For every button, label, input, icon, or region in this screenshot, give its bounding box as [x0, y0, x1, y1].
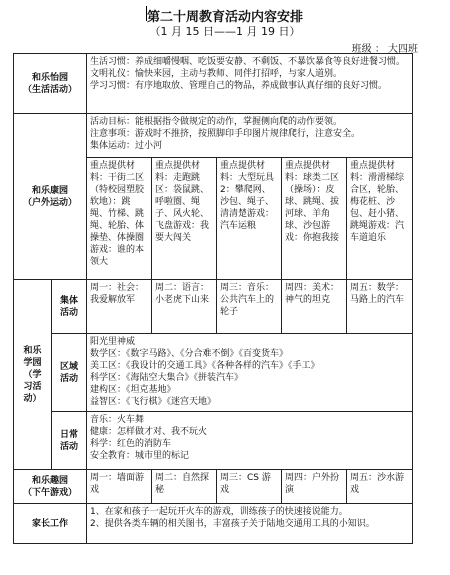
play-day-1: 周一：墙面游戏 [87, 470, 152, 504]
parents-row [14, 504, 413, 544]
sports-sublabel: （户外运动） [23, 197, 78, 208]
schedule-table [13, 53, 413, 544]
group-label-cell [52, 280, 87, 334]
life-label: 和乐怡园 [32, 72, 69, 83]
parents-label-cell [14, 504, 87, 544]
area-content [87, 334, 413, 412]
life-content [87, 54, 413, 114]
life-line: 生活习惯：养成细嚼慢咽、吃饭要安静、不剩饭、不暴饮暴食等良好进餐习惯。 [90, 57, 406, 67]
study-label: 习活 [23, 381, 42, 392]
study-label: （学 [23, 369, 42, 380]
life-line: 学习习惯：有序地取放、管理自己的物品，养成做事认真仔细的良好习惯。 [90, 81, 388, 91]
group-day-2: 周二：语言：小老虎下山来 [152, 280, 217, 334]
daily-content [87, 412, 413, 470]
area-line: 数学区：《数字马路》、《分合难不倒》《百变货车》 [90, 349, 289, 359]
study-label-cell [14, 280, 52, 470]
sports-area-3: 重点提供材料：大型玩具 2：攀爬网、沙包、绳子、清清楚游戏：汽车运粮 [217, 158, 282, 280]
play-day-3: 周三：CS 游戏 [217, 470, 282, 504]
area-line: 科学区：《海陆空大集合》《拼装汽车》 [90, 373, 244, 383]
study-group-row [14, 280, 413, 334]
daily-line: 安全教育：城市里的标记 [90, 451, 190, 461]
group-day-5: 周五：数学：马路上的汽车 [347, 280, 413, 334]
play-label-cell [14, 470, 87, 504]
area-line: 美工区：《我设计的交通工具》《各种各样的汽车》《手工》 [90, 361, 320, 371]
play-label: 和乐趣园 [32, 475, 69, 486]
group-day-1: 周一：社会：我爱解放军 [87, 280, 152, 334]
daily-label: 活动 [60, 441, 79, 452]
parents-line: 1、在家和孩子一起玩开火车的游戏，训练孩子的快速接说能力。 [90, 507, 348, 517]
sports-content [87, 114, 413, 158]
daily-label-cell [52, 412, 87, 470]
sports-line: 集体运动：过小河 [90, 141, 163, 151]
play-row [14, 470, 413, 504]
sports-line: 活动目标：能根据指令做规定的动作，掌握侧向爬的动作要领。 [90, 117, 343, 127]
play-day-2: 周二：自然探秘 [152, 470, 217, 504]
daily-label: 日常 [60, 429, 79, 440]
play-day-5: 周五：沙水游戏 [347, 470, 413, 504]
play-day-4: 周四：户外扮演 [282, 470, 347, 504]
parents-line: 2、提供各类车辆的相关图书，丰富孩子关于陆地交通用工具的小知识。 [90, 519, 375, 529]
daily-line: 健康：怎样做才对、我不玩火 [90, 427, 208, 437]
sports-area-1: 重点提供材料：干街二区（特校园塑胶软地）：跳绳、竹梯、跳绳、轮胎、体操垫、体操圈游戏：谁的本领大 [87, 158, 152, 280]
life-sublabel: （生活活动） [23, 84, 78, 95]
sports-line: 注意事项：游戏时不推挤，按照脚印手印图片规律爬行，注意安全。 [90, 129, 361, 139]
group-day-4: 周四：美术：神气的坦克 [282, 280, 347, 334]
study-area-row [14, 334, 413, 412]
sports-area-2: 重点提供材料：走跑跳区：袋鼠跳、呼啦圈、绳子、风火轮、飞盘游戏：我要大闯关 [152, 158, 217, 280]
area-line: 益智区：《飞行棋》《迷宫天地》 [90, 397, 217, 407]
study-label: 动） [23, 393, 42, 404]
daily-line: 科学：红色的消防车 [90, 439, 172, 449]
group-label: 活动 [60, 307, 79, 318]
class-label: 班级 ： 大四班 [351, 44, 418, 55]
date-range: （1 月 15 日——1 月 19 日） [149, 25, 301, 38]
life-line: 文明礼仪：愉快来园，主动与教师、同伴打招呼，与家人道别。 [90, 69, 343, 79]
text-cursor [146, 6, 147, 21]
area-label: 活动 [60, 373, 79, 384]
sports-label: 和乐康园 [32, 185, 69, 196]
life-label-cell [14, 54, 87, 114]
sports-label-cell [14, 114, 87, 280]
area-line: 阳光里神威 [90, 337, 136, 347]
group-label: 集体 [60, 295, 79, 306]
sports-area-4: 重点提供材料：球类二区（操场）：皮球、跳绳、拔河球、羊角球、沙包游戏：你抱我接 [282, 158, 347, 280]
study-label: 和乐 [23, 345, 42, 356]
study-label: 学园 [23, 357, 42, 368]
sports-area-5: 重点提供材料：滑滑梯综合区，轮胎、梅花桩、沙包、赶小猪、跳绳游戏：汽车道追乐 [347, 158, 413, 280]
sports-top-row [14, 114, 413, 158]
area-label: 区域 [60, 361, 79, 372]
area-line: 建构区：《坦克基地》 [90, 385, 176, 395]
play-sublabel: （下午游戏） [23, 487, 78, 498]
page-title: 第二十周教育活动内容安排 [146, 10, 303, 25]
group-day-3: 周三：音乐：公共汽车上的轮子 [217, 280, 282, 334]
life-row [14, 54, 413, 114]
daily-line: 音乐：火车舞 [90, 415, 145, 425]
parents-content [87, 504, 413, 544]
parents-label: 家长工作 [32, 518, 69, 529]
area-label-cell [52, 334, 87, 412]
study-daily-row [14, 412, 413, 470]
